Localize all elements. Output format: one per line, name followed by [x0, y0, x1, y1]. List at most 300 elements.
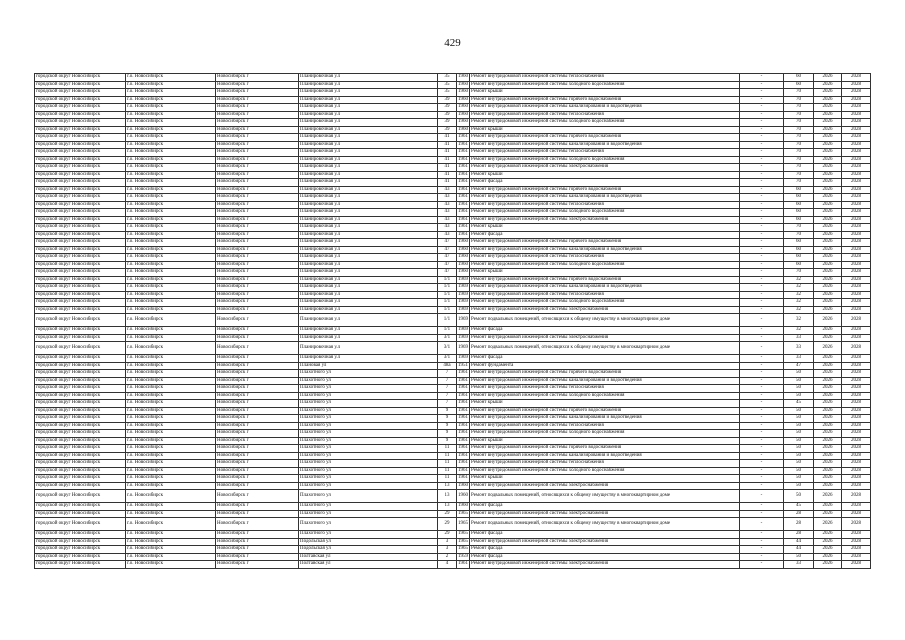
dash-cell: - [740, 460, 784, 468]
year-end-cell: 2028 [842, 422, 871, 430]
municipality-cell: городской округ Новосибирск [35, 224, 126, 232]
year-start-cell: 2026 [814, 149, 842, 157]
table-row [35, 546, 871, 554]
district-cell: г.о. Новосибирск [126, 269, 216, 277]
percent-cell: 50 [784, 415, 814, 423]
municipality-cell: городской округ Новосибирск [35, 299, 126, 307]
build-year-cell: 1965 [458, 510, 468, 516]
dash-cell: - [740, 119, 784, 127]
district-cell: г.о. Новосибирск [126, 422, 216, 430]
year-end-cell: 2028 [842, 299, 871, 307]
year-start-cell: 2026 [814, 415, 842, 423]
work-type-cell: Ремонт внутридомовой инженерной системы электроснабжения [470, 561, 740, 569]
city-cell: Новосибирск г [216, 503, 299, 511]
table-row [35, 276, 871, 284]
city-cell: Новосибирск г [216, 291, 299, 299]
dash-cell: - [740, 149, 784, 157]
house-number-cell: 11 [438, 452, 457, 460]
table-row [35, 299, 871, 307]
year-start-cell: 2026 [814, 546, 842, 554]
work-type-cell: Ремонт внутридомовой инженерной системы холодного водоснабжения [470, 467, 740, 475]
percent-cell: 32 [784, 284, 814, 292]
work-type-cell: Ремонт подвальных помещений, относящихся к общему имуществу в многоквартирном доме [470, 490, 740, 503]
dash-cell: - [740, 246, 784, 254]
district-cell: г.о. Новосибирск [126, 156, 216, 164]
year-end-cell: 2028 [842, 269, 871, 277]
percent-cell: 60 [784, 194, 814, 202]
table-row [35, 445, 871, 453]
district-cell: г.о. Новосибирск [126, 96, 216, 104]
street-cell: Планировочная у.л [299, 104, 438, 112]
municipality-cell: городской округ Новосибирск [35, 553, 126, 561]
district-cell: г.о. Новосибирск [126, 334, 216, 342]
dash-cell: - [740, 81, 784, 89]
district-cell: г.о. Новосибирск [126, 194, 216, 202]
work-type-cell: Ремонт крыши [470, 224, 740, 232]
street-cell: Плахотного ул [299, 407, 438, 415]
street-cell: Планировочная у.л [299, 224, 438, 232]
dash-cell: - [740, 209, 784, 217]
work-type-cell: Ремонт крыши [470, 437, 740, 445]
district-cell: г.о. Новосибирск [126, 377, 216, 385]
year-end-cell: 2028 [842, 503, 871, 511]
district-cell: г.о. Новосибирск [126, 355, 216, 363]
year-end-cell: 2028 [842, 327, 871, 335]
dash-cell: - [740, 422, 784, 430]
street-cell: Плахотного ул [299, 531, 438, 539]
house-number-cell: 47 [438, 254, 457, 262]
page-number: 429 [444, 37, 461, 49]
street-cell: Планировочная у.л [299, 171, 438, 179]
build-year-cell: 1961 [458, 377, 468, 383]
build-year-cell: 1960 [458, 261, 468, 267]
table-row [35, 342, 871, 355]
house-number-cell: 1/1 [438, 291, 457, 299]
dash-cell: - [740, 355, 784, 363]
municipality-cell: городской округ Новосибирск [35, 89, 126, 97]
build-year-cell: 1960 [458, 126, 468, 132]
year-start-cell: 2026 [814, 194, 842, 202]
percent-cell: 47 [784, 362, 814, 370]
district-cell: г.о. Новосибирск [126, 201, 216, 209]
city-cell: Новосибирск г [216, 119, 299, 127]
district-cell: г.о. Новосибирск [126, 104, 216, 112]
municipality-cell: городской округ Новосибирск [35, 261, 126, 269]
municipality-cell: городской округ Новосибирск [35, 510, 126, 518]
work-type-cell: Ремонт фасада [470, 355, 740, 363]
house-number-cell: 3/1 [438, 342, 457, 355]
city-cell: Новосибирск г [216, 231, 299, 239]
build-year-cell: 1960 [458, 239, 468, 244]
street-cell: Плахотного ул [299, 490, 438, 503]
work-type-cell: Ремонт внутридомовой инженерной системы канализирования и водоотведения [470, 452, 740, 460]
year-start-cell: 2026 [814, 156, 842, 164]
work-type-cell: Ремонт внутридомовой инженерной системы теплоснабжения [470, 149, 740, 157]
table-row [35, 415, 871, 423]
percent-cell: 45 [784, 503, 814, 511]
house-number-cell: 29 [438, 518, 457, 531]
house-number-cell: 7 [438, 370, 457, 378]
house-number-cell: 41 [438, 164, 457, 172]
year-end-cell: 2028 [842, 430, 871, 438]
house-number-cell: 39 [438, 126, 457, 134]
work-type-cell: Ремонт внутридомовой инженерной системы канализирования и водоотведения [470, 284, 740, 292]
percent-cell: 70 [784, 156, 814, 164]
work-type-cell: Ремонт внутридомовой инженерной системы холодного водоснабжения [470, 299, 740, 307]
municipality-cell: городской округ Новосибирск [35, 538, 126, 546]
city-cell: Новосибирск г [216, 261, 299, 269]
city-cell: Новосибирск г [216, 561, 299, 569]
year-end-cell: 2028 [842, 201, 871, 209]
year-start-cell: 2026 [814, 104, 842, 112]
city-cell: Новосибирск г [216, 74, 299, 82]
street-cell: Полтавская ул [299, 553, 438, 561]
percent-cell: 32 [784, 299, 814, 307]
year-end-cell: 2028 [842, 89, 871, 97]
year-start-cell: 2026 [814, 134, 842, 142]
district-cell: г.о. Новосибирск [126, 284, 216, 292]
city-cell: Новосибирск г [216, 510, 299, 518]
dash-cell: - [740, 553, 784, 561]
work-type-cell: Ремонт подвальных помещений, относящихся к общему имуществу в многоквартирном доме [470, 518, 740, 531]
percent-cell: 33 [784, 561, 814, 569]
percent-cell: 70 [784, 134, 814, 142]
table-row [35, 518, 871, 531]
year-end-cell: 2028 [842, 475, 871, 483]
street-cell: Плахотного ул [299, 467, 438, 475]
municipality-cell: городской округ Новосибирск [35, 452, 126, 460]
percent-cell: 50 [784, 452, 814, 460]
district-cell: г.о. Новосибирск [126, 276, 216, 284]
municipality-cell: городской округ Новосибирск [35, 276, 126, 284]
work-type-cell: Ремонт внутридомовой инженерной системы холодного водоснабжения [470, 209, 740, 217]
year-start-cell: 2026 [814, 377, 842, 385]
dash-cell: - [740, 518, 784, 531]
build-year-cell: 1951 [458, 362, 468, 368]
house-number-cell: 43 [438, 209, 457, 217]
street-cell: Плахотного ул [299, 415, 438, 423]
street-cell: Планировочная у.л [299, 355, 438, 363]
dash-cell: - [740, 430, 784, 438]
house-number-cell: 35 [438, 74, 457, 82]
build-year-cell: 1969 [458, 355, 468, 360]
percent-cell: 70 [784, 149, 814, 157]
district-cell: г.о. Новосибирск [126, 224, 216, 232]
table-row [35, 430, 871, 438]
street-cell: Плахотного ул [299, 377, 438, 385]
percent-cell: 70 [784, 171, 814, 179]
district-cell: г.о. Новосибирск [126, 111, 216, 119]
percent-cell: 60 [784, 254, 814, 262]
year-end-cell: 2028 [842, 254, 871, 262]
house-number-cell: 43 [438, 216, 457, 224]
district-cell: г.о. Новосибирск [126, 370, 216, 378]
city-cell: Новосибирск г [216, 445, 299, 453]
district-cell: г.о. Новосибирск [126, 231, 216, 239]
municipality-cell: городской округ Новосибирск [35, 74, 126, 82]
dash-cell: - [740, 546, 784, 554]
build-year-cell: 1960 [458, 81, 468, 87]
table-row [35, 503, 871, 511]
table-row [35, 482, 871, 490]
work-type-cell: Ремонт внутридомовой инженерной системы электроснабжения [470, 510, 740, 518]
city-cell: Новосибирск г [216, 299, 299, 307]
year-start-cell: 2026 [814, 452, 842, 460]
table-row [35, 284, 871, 292]
year-start-cell: 2026 [814, 407, 842, 415]
house-number-cell: 11 [438, 475, 457, 483]
municipality-cell: городской округ Новосибирск [35, 216, 126, 224]
work-type-cell: Ремонт внутридомовой инженерной системы электроснабжения [470, 306, 740, 314]
percent-cell: 50 [784, 482, 814, 490]
house-number-cell: 3/1 [438, 334, 457, 342]
city-cell: Новосибирск г [216, 460, 299, 468]
build-year-cell: 1961 [458, 164, 468, 169]
build-year-cell: 1961 [458, 430, 468, 435]
build-year-cell: 1969 [458, 284, 468, 289]
table-row [35, 164, 871, 172]
year-start-cell: 2026 [814, 119, 842, 127]
year-start-cell: 2026 [814, 422, 842, 430]
table-row [35, 422, 871, 430]
dash-cell: - [740, 284, 784, 292]
year-start-cell: 2026 [814, 334, 842, 342]
dash-cell: - [740, 531, 784, 539]
district-cell: г.о. Новосибирск [126, 179, 216, 187]
table-row [35, 119, 871, 127]
year-end-cell: 2028 [842, 553, 871, 561]
work-type-cell: Ремонт внутридомовой инженерной системы холодного водоснабжения [470, 430, 740, 438]
house-number-cell: 9 [438, 415, 457, 423]
percent-cell: 44 [784, 546, 814, 554]
year-end-cell: 2028 [842, 334, 871, 342]
city-cell: Новосибирск г [216, 400, 299, 408]
year-end-cell: 2028 [842, 342, 871, 355]
year-start-cell: 2026 [814, 490, 842, 503]
percent-cell: 50 [784, 377, 814, 385]
municipality-cell: городской округ Новосибирск [35, 254, 126, 262]
work-type-cell: Ремонт крыши [470, 126, 740, 134]
table-row [35, 201, 871, 209]
city-cell: Новосибирск г [216, 392, 299, 400]
year-end-cell: 2028 [842, 377, 871, 385]
year-start-cell: 2026 [814, 553, 842, 561]
municipality-cell: городской округ Новосибирск [35, 186, 126, 194]
year-start-cell: 2026 [814, 74, 842, 82]
work-type-cell: Ремонт подвальных помещений, относящихся к общему имуществу в многоквартирном доме [470, 342, 740, 355]
municipality-cell: городской округ Новосибирск [35, 400, 126, 408]
city-cell: Новосибирск г [216, 482, 299, 490]
district-cell: г.о. Новосибирск [126, 385, 216, 393]
municipality-cell: городской округ Новосибирск [35, 104, 126, 112]
street-cell: Плахотного ул [299, 445, 438, 453]
house-number-cell: 43 [438, 224, 457, 232]
work-type-cell: Ремонт внутридомовой инженерной системы горячего водоснабжения [470, 186, 740, 194]
district-cell: г.о. Новосибирск [126, 291, 216, 299]
city-cell: Новосибирск г [216, 171, 299, 179]
year-start-cell: 2026 [814, 430, 842, 438]
build-year-cell: 1969 [458, 334, 468, 340]
dash-cell: - [740, 231, 784, 239]
percent-cell: 60 [784, 201, 814, 209]
table-row [35, 239, 871, 247]
dash-cell: - [740, 342, 784, 355]
work-type-cell: Ремонт внутридомовой инженерной системы канализирования и водоотведения [470, 246, 740, 254]
street-cell: Планировочная у.л [299, 164, 438, 172]
municipality-cell: городской округ Новосибирск [35, 561, 126, 569]
dash-cell: - [740, 186, 784, 194]
house-number-cell: 43 [438, 201, 457, 209]
city-cell: Новосибирск г [216, 284, 299, 292]
percent-cell: 50 [784, 475, 814, 483]
district-cell: г.о. Новосибирск [126, 299, 216, 307]
work-type-cell: Ремонт внутридомовой инженерной системы электроснабжения [470, 334, 740, 342]
percent-cell: 33 [784, 334, 814, 342]
year-start-cell: 2026 [814, 385, 842, 393]
year-end-cell: 2028 [842, 126, 871, 134]
city-cell: Новосибирск г [216, 216, 299, 224]
street-cell: Планировочная у.л [299, 134, 438, 142]
build-year-cell: 1960 [458, 246, 468, 252]
dash-cell: - [740, 126, 784, 134]
table-body [35, 74, 871, 569]
municipality-cell: городской округ Новосибирск [35, 134, 126, 142]
street-cell: Планировочная у.л [299, 254, 438, 262]
municipality-cell: городской округ Новосибирск [35, 119, 126, 127]
work-type-cell: Ремонт внутридомовой инженерной системы электроснабжения [470, 538, 740, 546]
build-year-cell: 1960 [458, 96, 468, 102]
municipality-cell: городской округ Новосибирск [35, 385, 126, 393]
year-end-cell: 2028 [842, 239, 871, 247]
district-cell: г.о. Новосибирск [126, 482, 216, 490]
work-type-cell: Ремонт внутридомовой инженерной системы теплоснабжения [470, 291, 740, 299]
municipality-cell: городской округ Новосибирск [35, 239, 126, 247]
year-start-cell: 2026 [814, 445, 842, 453]
city-cell: Новосибирск г [216, 164, 299, 172]
work-type-cell: Ремонт крыши [470, 89, 740, 97]
table-row [35, 261, 871, 269]
dash-cell: - [740, 327, 784, 335]
house-number-cell: 1/1 [438, 276, 457, 284]
street-cell: Планировочная у.л [299, 81, 438, 89]
year-start-cell: 2026 [814, 482, 842, 490]
year-start-cell: 2026 [814, 89, 842, 97]
municipality-cell: городской округ Новосибирск [35, 269, 126, 277]
year-end-cell: 2028 [842, 171, 871, 179]
city-cell: Новосибирск г [216, 201, 299, 209]
work-type-cell: Ремонт фасада [470, 327, 740, 335]
municipality-cell: городской округ Новосибирск [35, 201, 126, 209]
municipality-cell: городской округ Новосибирск [35, 342, 126, 355]
city-cell: Новосибирск г [216, 269, 299, 277]
work-type-cell: Ремонт фасада [470, 231, 740, 239]
district-cell: г.о. Новосибирск [126, 89, 216, 97]
build-year-cell: 1969 [458, 327, 468, 332]
percent-cell: 70 [784, 119, 814, 127]
house-number-cell: 9 [438, 430, 457, 438]
year-start-cell: 2026 [814, 224, 842, 232]
city-cell: Новосибирск г [216, 194, 299, 202]
build-year-cell: 1969 [458, 299, 468, 304]
year-end-cell: 2028 [842, 74, 871, 82]
district-cell: г.о. Новосибирск [126, 362, 216, 370]
house-number-cell: 47 [438, 239, 457, 247]
year-end-cell: 2028 [842, 186, 871, 194]
district-cell: г.о. Новосибирск [126, 445, 216, 453]
year-start-cell: 2026 [814, 111, 842, 119]
year-start-cell: 2026 [814, 216, 842, 224]
year-start-cell: 2026 [814, 561, 842, 569]
percent-cell: 32 [784, 306, 814, 314]
work-type-cell: Ремонт фасада [470, 553, 740, 561]
work-type-cell: Ремонт внутридомовой инженерной системы теплоснабжения [470, 460, 740, 468]
build-year-cell: 1961 [458, 452, 468, 458]
year-end-cell: 2028 [842, 355, 871, 363]
municipality-cell: городской округ Новосибирск [35, 96, 126, 104]
dash-cell: - [740, 134, 784, 142]
municipality-cell: городской округ Новосибирск [35, 209, 126, 217]
street-cell: Планировочная у.л [299, 246, 438, 254]
build-year-cell: 1961 [458, 216, 468, 222]
build-year-cell: 1961 [458, 407, 468, 413]
table-row [35, 104, 871, 112]
percent-cell: 70 [784, 126, 814, 134]
percent-cell: 60 [784, 216, 814, 224]
build-year-cell: 1961 [458, 445, 468, 450]
table-row [35, 74, 871, 82]
street-cell: Планировочная у.л [299, 327, 438, 335]
house-number-cell: 1/1 [438, 327, 457, 335]
build-year-cell: 1961 [458, 171, 468, 177]
dash-cell: - [740, 510, 784, 518]
municipality-cell: городской округ Новосибирск [35, 415, 126, 423]
house-number-cell: 1/1 [438, 284, 457, 292]
dash-cell: - [740, 261, 784, 269]
municipality-cell: городской округ Новосибирск [35, 334, 126, 342]
street-cell: Планировочная у.л [299, 284, 438, 292]
year-start-cell: 2026 [814, 400, 842, 408]
work-type-cell: Ремонт фасада [470, 179, 740, 187]
build-year-cell: 1961 [458, 224, 468, 229]
municipality-cell: городской округ Новосибирск [35, 194, 126, 202]
build-year-cell: 1961 [458, 156, 468, 162]
dash-cell: - [740, 291, 784, 299]
percent-cell: 70 [784, 141, 814, 149]
table-row [35, 134, 871, 142]
dash-cell: - [740, 334, 784, 342]
street-cell: Планировочная у.л [299, 291, 438, 299]
build-year-cell: 1960 [458, 74, 468, 79]
work-type-cell: Ремонт крыши [470, 171, 740, 179]
district-cell: г.о. Новосибирск [126, 475, 216, 483]
city-cell: Новосибирск г [216, 104, 299, 112]
city-cell: Новосибирск г [216, 246, 299, 254]
percent-cell: 70 [784, 104, 814, 112]
house-number-cell: 13 [438, 482, 457, 490]
dash-cell: - [740, 475, 784, 483]
street-cell: Планировочная у.л [299, 96, 438, 104]
year-end-cell: 2028 [842, 445, 871, 453]
year-end-cell: 2028 [842, 164, 871, 172]
work-type-cell: Ремонт внутридомовой инженерной системы холодного водоснабжения [470, 392, 740, 400]
house-number-cell: 13 [438, 503, 457, 511]
percent-cell: 70 [784, 164, 814, 172]
build-year-cell: 1960 [457, 490, 470, 503]
dash-cell: - [740, 306, 784, 314]
work-type-cell: Ремонт внутридомовой инженерной системы горячего водоснабжения [470, 370, 740, 378]
city-cell: Новосибирск г [216, 126, 299, 134]
street-cell: Планировочная у.л [299, 119, 438, 127]
